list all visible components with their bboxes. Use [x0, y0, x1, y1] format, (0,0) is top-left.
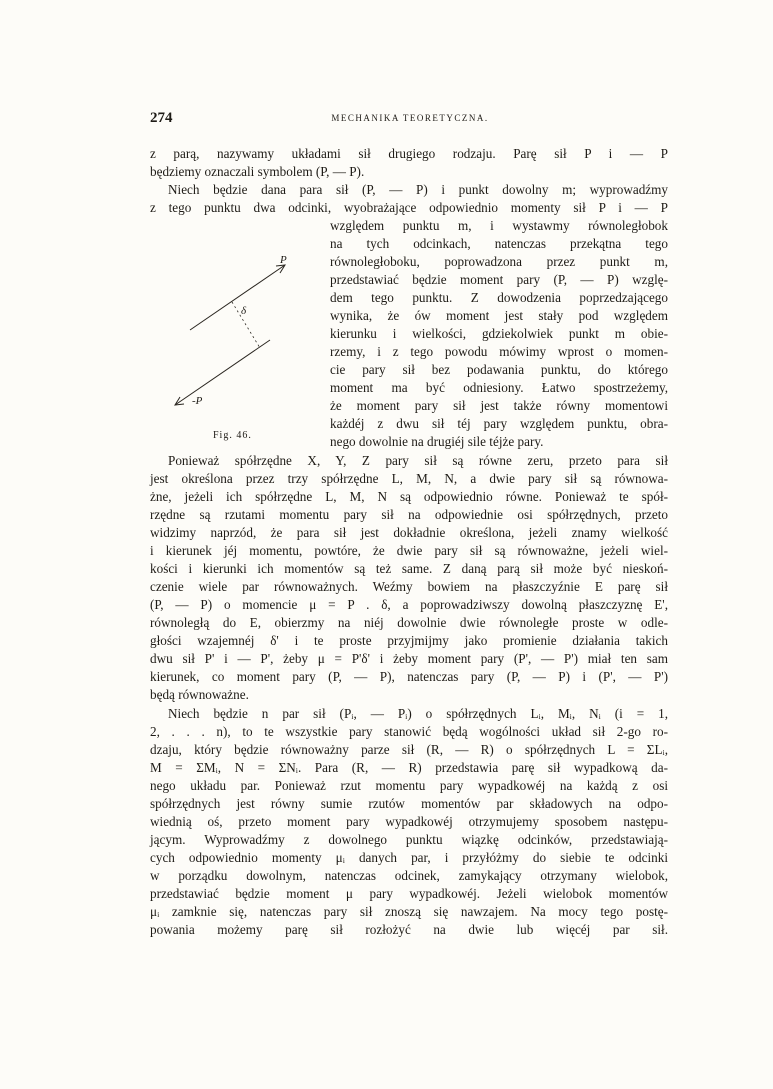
text-line: będziemy oznaczali symbolem (P, — P).: [150, 164, 365, 179]
text-line: będą równoważne.: [150, 687, 249, 702]
text-line: przedstawiać będzie moment pary (P, — P) wzglę-: [330, 272, 668, 287]
text-line: dem tego punktu. Z dowodzenia poprzedzającego: [330, 290, 668, 305]
text-line: Niech będzie n par sił (Pᵢ, — Pᵢ) o spółrzędnych Lᵢ, Mᵢ, Nᵢ (i = 1,: [168, 706, 668, 721]
text-line: każdéj z dwu sił téj pary względem punktu, obra-: [330, 416, 668, 431]
text-line: moment ma być odniesiony. Łatwo spostrzeżemy,: [330, 380, 668, 395]
text-line: Niech będzie dana para sił (P, — P) i punkt dowolny m; wyprowadźmy: [168, 182, 668, 197]
text-line: kości i kierunki ich momentów są też same. Z daną parą sił może być nieskoń-: [150, 561, 668, 576]
text-line: z parą, nazywamy układami sił drugiego rodzaju. Parę sił P i — P: [150, 146, 668, 161]
text-line: nego dowolnie na drugiéj sile téjże pary.: [330, 434, 544, 449]
text-line: dzaju, który będzie równoważny parze sił (R, — R) o spółrzędnych L = ΣLᵢ,: [150, 742, 668, 757]
text-line: nego układu par. Ponieważ rzut momentu pary wypadkowéj na każdą z osi: [150, 778, 668, 793]
text-line: cych odpowiednio momenty μᵢ danych par, i przyłóżmy do siebie te odcinki: [150, 850, 668, 865]
text-line: na tych odcinkach, natenczas przekątna tego: [330, 236, 668, 251]
text-line: z tego punktu dwa odcinki, wyobrażające odpowiednio momenty sił P i — P: [150, 200, 668, 215]
text-line: rzemy, i z tego powodu mówimy wprost o momen-: [330, 344, 668, 359]
text-line: i kierunek jéj momentu, powtóre, że dwie pary sił są równoważne, jeżeli wiel-: [150, 543, 668, 558]
text-line: w porządku dowolnym, natenczas odcinek, zamykający otrzymany wielobok,: [150, 868, 668, 883]
text-line: kierunku i wielkości, gdziekolwiek punkt m obie-: [330, 326, 668, 341]
text-line: równoległą do E, obierzmy na niéj dowolnie dwie równoległe proste w odle-: [150, 615, 668, 630]
text-line: że moment pary sił jest także równy momentowi: [330, 398, 668, 413]
text-line: powania możemy parę sił rozłożyć na dwie lub więcéj par sił.: [150, 922, 668, 937]
text-line: rzędne są rzutami momentu pary sił na odpowiednie osi spółrzędnych, przeto: [150, 507, 668, 522]
label-p: P: [280, 254, 287, 266]
text-line: wynika, że ów moment jest stały pod względem: [330, 308, 668, 323]
label-delta: δ: [241, 305, 247, 317]
label-minus-p: -P: [192, 395, 203, 407]
text-line: 2, . . . n), to te wszystkie pary stanowić będą wogólności układ sił 2-go ro-: [150, 724, 668, 739]
text-line: względem punktu m, i wystawmy równoległobok: [330, 218, 668, 233]
text-line: spółrzędnych jest równy sumie rzutów momentów par składowych na odpo-: [150, 796, 668, 811]
text-line: jącym. Wyprowadźmy z dowolnego punktu wiązkę odcinków, przedstawiają-: [150, 832, 668, 847]
figure-caption: Fig. 46.: [213, 430, 252, 441]
text-line: jest określona przez trzy spółrzędne L, M, N, a dwie pary sił są równowa-: [150, 471, 668, 486]
text-line: wiednią oś, przeto moment pary wypadkowéj otrzymujemy sposobem następu-: [150, 814, 668, 829]
page-header: [150, 110, 670, 130]
text-line: cie pary sił bez podawania punktu, do którego: [330, 362, 668, 377]
text-line: czenie wiele par równoważnych. Weźmy bowiem na płaszczyźnie E parę sił: [150, 579, 668, 594]
force-line-p: [190, 265, 285, 330]
text-line: widzimy naprzód, że para sił jest dokładnie określona, jeżeli znamy wielkość: [150, 525, 668, 540]
figure-46: [170, 254, 310, 420]
force-line-minus-p: [175, 340, 270, 405]
force-couple-diagram: [170, 260, 310, 420]
text-line: Ponieważ spółrzędne X, Y, Z pary sił są równe zeru, przeto para sił: [168, 453, 668, 468]
text-line: kierunek, co moment pary (P, — P), natenczas pary (P, — P) i (P', — P'): [150, 669, 668, 684]
text-line: równoległoboku, poprowadzona przez punkt m,: [330, 254, 668, 269]
text-line: żne, jeżeli ich spółrzędne L, M, N są odpowiednio równe. Ponieważ te spół-: [150, 489, 668, 504]
text-line: dwu sił P' i — P', żeby μ = P'δ' i żeby moment pary (P', — P') miał ten sam: [150, 651, 668, 666]
text-line: μᵢ zamknie się, natenczas pary sił znoszą się nawzajem. Na mocy tego postę-: [150, 904, 668, 919]
text-line: M = ΣMᵢ, N = ΣNᵢ. Para (R, — R) przedstawia parę sił wypadkową da-: [150, 760, 668, 775]
running-title: MECHANIKA TEORETYCZNA.: [331, 113, 489, 123]
page-number: 274: [150, 110, 173, 126]
text-line: głości wzajemnéj δ' i te proste przyjmijmy jako promienie działania takich: [150, 633, 668, 648]
text-line: (P, — P) o momencie μ = P . δ, a poprowadziwszy dowolną płaszczyznę E',: [150, 597, 668, 612]
text-line: przedstawiać będzie moment μ pary wypadkowéj. Jeżeli wielobok momentów: [150, 886, 668, 901]
